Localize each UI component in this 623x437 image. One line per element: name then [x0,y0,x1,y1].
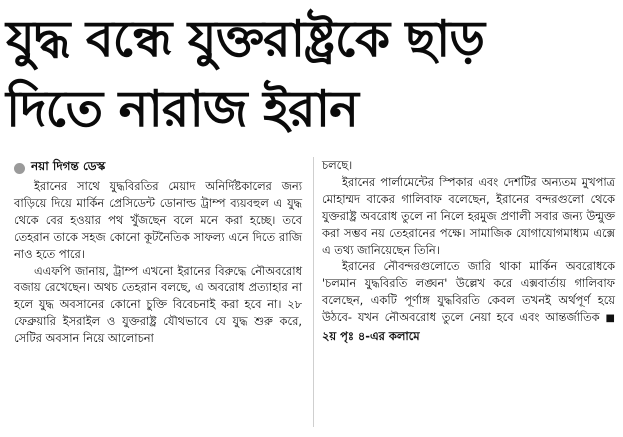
paragraph: চলছে। [322,158,353,172]
paragraph: এএফপি জানায়, ট্রাম্প এখনো ইরানের বিরুদ্ধে নৌঅবরোধ বজায় রেখেছেন। অথচ তেহরান বলছে, এ অবরোধ প্রত্যাহার না হলে যুদ্ধ অবসানের কোনো চুক্তি বিবেচনাই করা হবে না। ২৮ ফেব্রুয়ারি ইসরাইল ও যুক্তরাষ্ট্র যৌথভাবে যে যুদ্ধ শুরু করে, সেটির অবসান নিয়ে আলোচনা [14,263,302,346]
article-column-left [14,178,302,347]
byline [14,158,105,178]
paragraph-text: ইরানের নৌবন্দরগুলোতে জারি থাকা মার্কিন অবরোধকে 'চলমান যুদ্ধবিরতি লঙ্ঘন' উল্লেখ করে এক্সবার্তায় গালিবাফ বলেছেন, একটি পূর্ণাঙ্গ যুদ্ধবিরতি কেবল তখনই অর্থপূর্ণ হয়ে উঠবে- যখন নৌঅবরোধ তুলে নেয়া হবে এবং আন্তর্জাতিক [322,259,615,325]
paragraph: ইরানের পার্লামেন্টের স্পিকার এবং দেশটির অন্যতম মুখপাত্র মোহাম্মদ বাকের গালিবাফ বলেছেন, ইরানের বন্দরগুলো থেকে যুক্তরাষ্ট্র অবরোধ তুলে না নিলে হরমুজ প্রণালী সবার জন্য উন্মুক্ত করা সম্ভব নয় তেহরানের পক্ষে। সামাজিক যোগাযোগমাধ্যম এক্সে এ তথ্য জানিয়েছেন তিনি। [322,174,615,257]
article-column-right [322,157,615,345]
bullet-icon [14,163,25,174]
paragraph: ইরানের সাথে যুদ্ধবিরতির মেয়াদ অনির্দিষ্টকালের জন্য বাড়িয়ে দিয়ে মার্কিন প্রেসিডেন্ট ডোনাল্ড ট্রাম্প ব্যয়বহুল এ যুদ্ধ থেকে বের হওয়ার পথ খুঁজছেন বলে মনে করা হচ্ছে। তবে তেহরান তাকে সহজ কোনো কূটনৈতিক সাফল্য এনে দিতে রাজি নাও হতে পারে। [14,179,302,261]
continuation-jump: ২য় পৃঃ ৪-এর কলামে [322,329,420,344]
byline-text: নয়া দিগন্ত ডেস্ক [31,159,106,173]
column-divider [313,157,314,427]
jump-marker-icon: ■ [605,313,615,325]
headline-line-1: যুদ্ধ বন্ধে যুক্তরাষ্ট্রকে ছাড় [6,10,485,68]
headline-line-2: দিতে নারাজ ইরান [6,80,358,138]
headline [6,4,618,144]
paragraph [322,258,615,345]
